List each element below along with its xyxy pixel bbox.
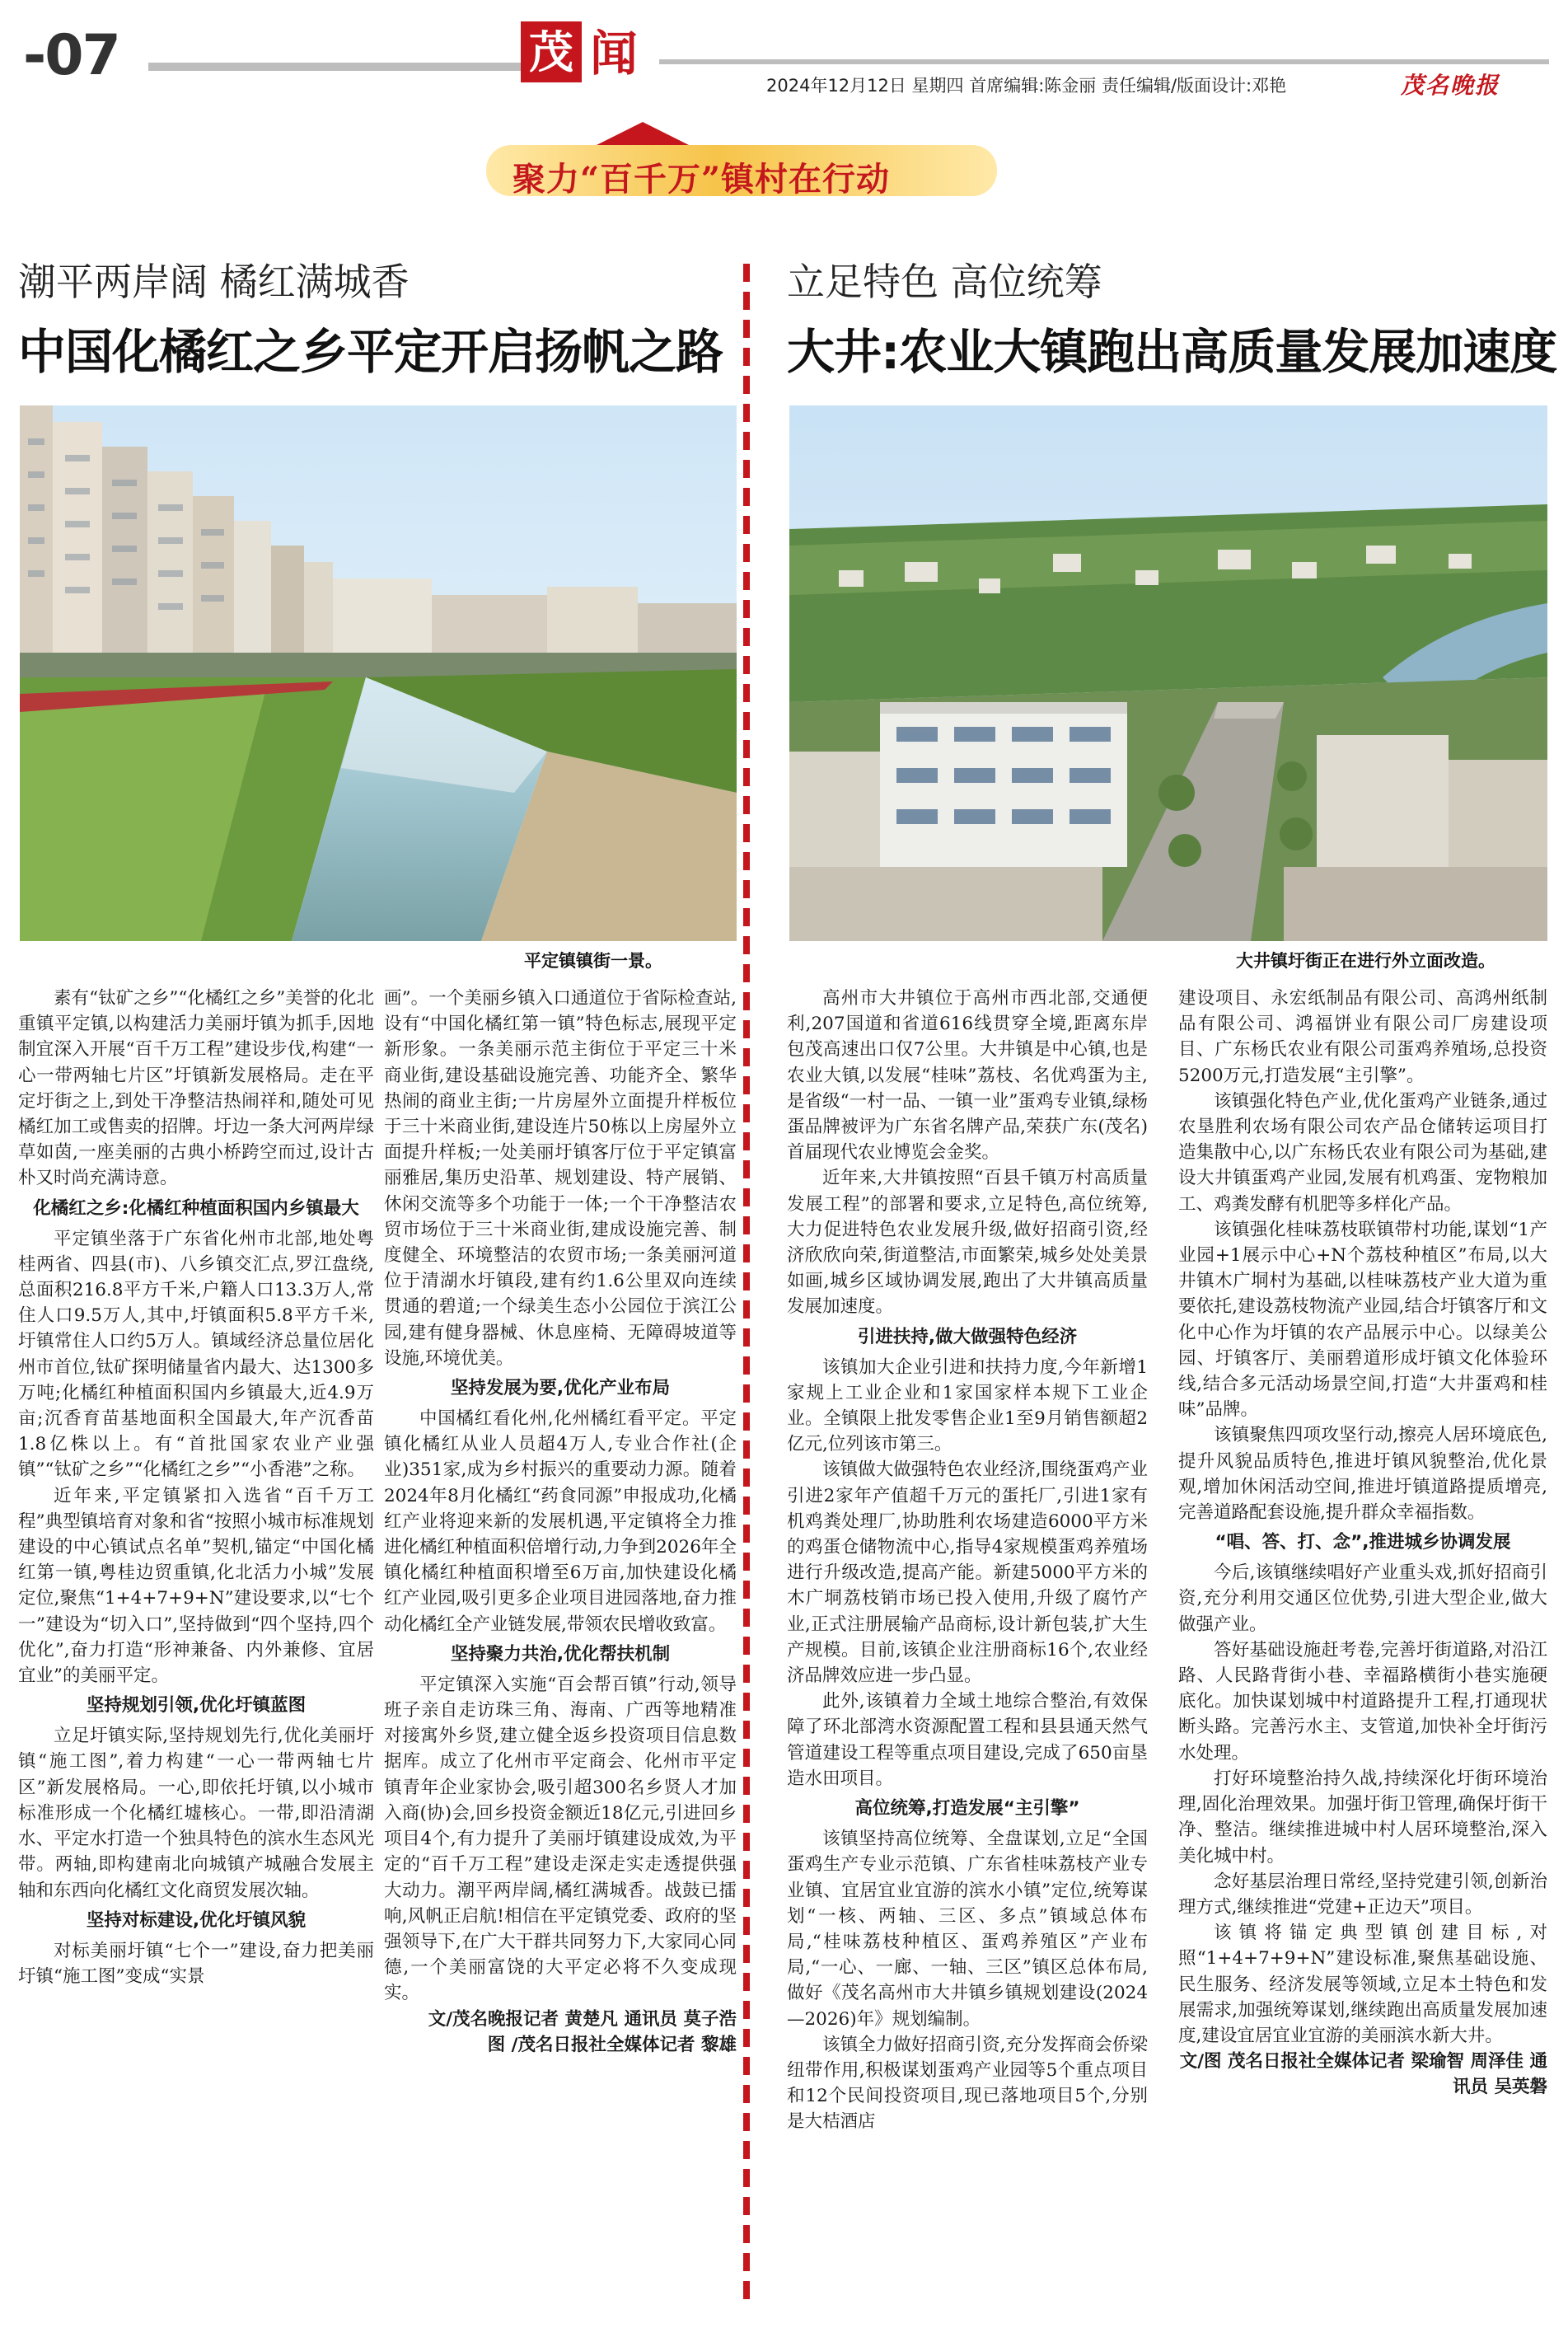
paragraph: 近年来,大井镇按照“百县千镇万村高质量发展工程”的部署和要求,立足特色,高位统筹,大力促进特色农业发展升级,做好招商引资,经济欣欣向荣,街道整洁,市面繁荣,城乡处处美景如画,城乡区域协调发展,跑出了大井镇高质量发展加速度。 <box>787 1168 1148 1318</box>
byline-photo: 图 /茂名日报社全媒体记者 黎雄 <box>487 2034 737 2055</box>
paragraph: 该镇坚持高位统筹、全盘谋划,立足“全国蛋鸡生产专业示范镇、广东省桂味荔枝产业专业镇、宜居宜业宜游的滨水小镇”定位,统筹谋划“一核、两轴、三区、多点”镇域总体布局,“桂味荔枝种植区、蛋鸡养殖区”产业布局,“一心、一廊、一轴、三区”镇区总体布局,做好《茂名高州市大井镇乡镇规划建设(2024—2026)年》规划编制。 <box>787 1829 1148 2030</box>
paragraph: 此外,该镇着力全域土地综合整治,有效保障了环北部湾水资源配置工程和县县通天然气管道建设工程等重点项目建设,完成了650亩垦造水田项目。 <box>787 1691 1148 1789</box>
section-heading: 高位统筹,打造发展“主引擎” <box>854 1798 1080 1820</box>
paragraph: 高州市大井镇位于高州市西北部,交通便利,207国道和省道616线贯穿全境,距离东岸包茂高速出口仅7公里。大井镇是中心镇,也是农业大镇,以发展“桂味”荔枝、名优鸡蛋为主,是省级“一村一品、一镇一业”蛋鸡专业镇,绿杨蛋品牌被评为广东省名牌产品,荣获广东(茂名)首届现代农业博览会金奖。 <box>787 988 1148 1164</box>
paragraph: 该镇将锚定典型镇创建目标,对照“1+4+7+9+N”建设标准,聚焦基础设施、民生服务、经济发展等领域,立足本土特色和发展需求,加强统筹谋划,继续跑出高质量发展加速度,建设宜居宜业宜游的美丽滨水新大井。 <box>1178 1923 1547 2046</box>
paragraph: 立足圩镇实际,坚持规划先行,优化美丽圩镇“施工图”,着力构建“一心一带两轴七片区”新发展格局。一心,即依托圩镇,以小城市标准形成一个化橘红墟核心。一带,即沿清湖水、平定水打造一个独具特色的滨水生态风光带。两轴,即构建南北向城镇产城融合发展主轴和东西向化橘红文化商贸发展次轴。 <box>18 1726 374 1901</box>
paragraph: 该镇强化特色产业,优化蛋鸡产业链条,通过农垦胜利农场有限公司农产品仓储转运项目打造集散中心,以广东杨氏农业有限公司为基础,建设大井镇蛋鸡产业园,发展有机鸡蛋、宠物粮加工、鸡粪发酵有机肥等多样化产品。 <box>1178 1090 1547 1215</box>
section-char-1: 茂 <box>521 21 582 82</box>
paragraph: 中国橘红看化州,化州橘红看平定。平定镇化橘红从业人员超4万人,专业合作社(企业)351家,成为乡村振兴的重要动力源。随着2024年8月化橘红“药食同源”申报成功,化橘红产业将迎来新的发展机遇,平定镇将全力推进化橘红种植面积倍增行动,力争到2026年全镇化橘红种植面积增至6万亩,加快建设化橘红产业园,吸引更多企业项目进园落地,奋力推动化橘红全产业链发展,带领农民增收致富。 <box>384 1408 737 1635</box>
section-heading: 化橘红之乡:化橘红种植面积国内乡镇最大 <box>33 1197 359 1219</box>
section-heading: 坚持对标建设,优化圩镇风貌 <box>86 1909 307 1931</box>
banner-roof-icon <box>593 122 692 147</box>
section-heading: 坚持聚力共治,优化帮扶机制 <box>450 1643 671 1665</box>
right-photo-caption: 大井镇圩街正在进行外立面改造。 <box>1236 951 1495 971</box>
paragraph: 该镇加大企业引进和扶持力度,今年新增1家规上工业企业和1家国家样本规下工业企业。全镇限上批发零售企业1至9月销售额超2亿元,位列该市第三。 <box>787 1356 1148 1455</box>
paragraph: 该镇做大做强特色农业经济,围绕蛋鸡产业引进2家年产值超千万元的蛋托厂,引进1家有机鸡粪处理厂,协助胜利农场建造6000平方米的鸡蛋仓储物流中心,指导4家规模蛋鸡养殖场进行升级改造,提高产能。新建5000平方米的木广垌荔枝销市场已投入使用,升级了腐竹产业,正式注册展输产品商标,设计新包装,扩大生产规模。目前,该镇企业注册商标16个,农业经济品牌效应进一步凸显。 <box>787 1459 1148 1687</box>
left-photo-caption: 平定镇镇街一景。 <box>524 951 662 971</box>
header-rule <box>148 63 523 71</box>
section-char-2: 闻 <box>590 26 639 82</box>
right-subtitle: 立足特色 高位统筹 <box>787 260 1102 304</box>
paragraph: 对标美丽圩镇“七个一”建设,奋力把美丽圩镇“施工图”变成“实景 <box>18 1940 374 1987</box>
campaign-banner <box>486 122 1063 219</box>
paragraph: 该镇强化桂味荔枝联镇带村功能,谋划“1产业园+1展示中心+N个荔枝种植区”布局,以大井镇木广垌村为基础,以桂味荔枝产业大道为重要依托,建设荔枝物流产业园,结合圩镇客厅和文化中心作为圩镇的农产品展示中心。以绿美公园、圩镇客厅、美丽碧道形成圩镇文化体验环线,结合多元活动场景空间,打造“大井蛋鸡和桂味”品牌。 <box>1178 1219 1547 1421</box>
paragraph: 答好基础设施赶考卷,完善圩街道路,对沿江路、人民路背街小巷、幸福路横街小巷实施硬底化。加快谋划城中村道路提升工程,打通现状断头路。完善污水主、支管道,加快补全圩街污水处理。 <box>1178 1639 1547 1764</box>
left-photo <box>20 405 737 941</box>
paragraph: 画”。一个美丽乡镇入口通道位于省际检查站,设有“中国化橘红第一镇”特色标志,展现平定新形象。一条美丽示范主街位于平定三十米商业街,建设基础设施完善、功能齐全、繁华热闹的商业主街;一片房屋外立面提升样板位于三十米商业街,建设连片50栋以上房屋外立面提升样板;一处美丽圩镇客厅位于平定镇富丽雅居,集历史沿革、规划建设、特产展销、休闲交流等多个功能于一体;一个干净整洁农贸市场位于三十米商业街,建成设施完善、制度健全、环境整洁的农贸市场;一条美丽河道位于清湖水圩镇段,建有约1.6公里双向连续贯通的碧道;一个绿美生态小公园位于滨江公园,建有健身器械、休息座椅、无障碍坡道等设施,环境优美。 <box>384 988 737 1369</box>
left-column-2 <box>384 986 737 2058</box>
left-title: 中国化橘红之乡平定开启扬帆之路 <box>18 324 723 380</box>
section-heading: “唱、答、打、念”,推进城乡协调发展 <box>1215 1532 1511 1553</box>
paragraph: 近年来,平定镇紧扣入选省“百千万工程”典型镇培育对象和省“按照小城市标准规划建设的中心镇试点名单”契机,锚定“中国化橘红第一镇,粤桂边贸重镇,化北活力小城”发展定位,聚焦“1+4+7+9+N”建设要求,以“七个一”建设为“切入口”,坚持做到“四个坚持,四个优化”,奋力打造“形神兼备、内外兼修、宜居宜业”的美丽平定。 <box>18 1485 374 1687</box>
paragraph: 平定镇深入实施“百会帮百镇”行动,领导班子亲自走访珠三角、海南、广西等地精准对接寓外乡贤,建立健全返乡投资项目信息数据库。成立了化州市平定商会、化州市平定镇青年企业家协会,吸引超300名乡贤人才加入商(协)会,回乡投资金额近18亿元,引进回乡项目4个,有力提升了美丽圩镇建设成效,为平定的“百千万工程”建设走深走实走透提供强大动力。潮平两岸阔,橘红满城香。战鼓已擂响,风帆正启航!相信在平定镇党委、政府的坚强领导下,在广大干群共同努力下,大家同心同德,一个美丽富饶的大平定必将不久变成现实。 <box>384 1674 737 2004</box>
right-column-1 <box>787 986 1148 2135</box>
paragraph: 该镇全力做好招商引资,充分发挥商会侨梁纽带作用,积极谋划蛋鸡产业园等5个重点项目和12个民间投资项目,现已落地项目5个,分别是大桔酒店 <box>787 2034 1148 2133</box>
page-number: -07 <box>23 23 119 88</box>
right-title: 大井:农业大镇跑出高质量发展加速度 <box>787 324 1557 380</box>
paragraph: 今后,该镇继续唱好产业重头戏,抓好招商引资,充分利用交通区位优势,引进大型企业,做大做强产业。 <box>1178 1562 1547 1635</box>
left-column-1 <box>18 986 374 1989</box>
section-heading: 坚持发展为要,优化产业布局 <box>450 1378 671 1399</box>
byline: 文/图 茂名日报社全媒体记者 梁瑜智 周泽佳 通讯员 吴英磐 <box>1179 2051 1547 2098</box>
paragraph: 该镇聚焦四项攻坚行动,擦亮人居环境底色,提升风貌品质特色,推进圩镇风貌整治,优化景观,增加休闲活动空间,推进圩镇道路提质增亮,完善道路配套设施,提升群众幸福指数。 <box>1178 1425 1547 1524</box>
header-rule-right <box>659 59 1549 64</box>
section-heading: 坚持规划引领,优化圩镇蓝图 <box>86 1695 307 1717</box>
right-column-2 <box>1178 986 1547 2101</box>
paragraph: 平定镇坐落于广东省化州市北部,地处粤桂两省、四县(市)、八乡镇交汇点,罗江盘绕,总面积216.8平方千米,户籍人口13.3万人,常住人口9.5万人,其中,圩镇面积5.8平方千米,圩镇常住人口约5万人。镇域经济总量位居化州市首位,钛矿探明储量省内最大、达1300多万吨;化橘红种植面积国内乡镇最大,近4.9万亩;沉香育苗基地面积全国最大,年产沉香苗1.8亿株以上。有“首批国家农业产业强镇”“钛矿之乡”“化橘红之乡”“小香港”之称。 <box>18 1228 374 1481</box>
column-divider <box>743 264 750 2307</box>
paragraph: 念好基层治理日常经,坚持党建引领,创新治理方式,继续推进“党建+正边天”项目。 <box>1178 1871 1547 1918</box>
paragraph: 素有“钛矿之乡”“化橘红之乡”美誉的化北重镇平定镇,以构建活力美丽圩镇为抓手,因地制宜深入开展“百千万工程”建设步伐,构建“一心一带两轴七片区”圩镇新发展格局。走在平定圩街之上,到处干净整洁热闹祥和,随处可见橘红加工或售卖的招牌。圩边一条大河两岸绿草如茵,一座美丽的古典小桥跨空而过,设计古朴又时尚充满诗意。 <box>18 988 374 1189</box>
byline: 文/茂名晚报记者 黄楚凡 通讯员 莫子浩 <box>428 2008 737 2030</box>
paragraph: 建设项目、永宏纸制品有限公司、高鸿州纸制品有限公司、鸿福饼业有限公司厂房建设项目、广东杨氏农业有限公司蛋鸡养殖场,总投资5200万元,打造发展“主引擎”。 <box>1178 988 1547 1086</box>
newspaper-logo: 茂名晚报 <box>1401 72 1500 99</box>
dateline: 2024年12月12日 星期四 首席编辑:陈金丽 责任编辑/版面设计:邓艳 <box>766 76 1287 96</box>
banner-text: 聚力“百千万”镇村在行动 <box>513 160 891 199</box>
section-mark <box>521 21 653 87</box>
right-photo <box>789 405 1547 941</box>
section-heading: 引进扶持,做大做强特色经济 <box>857 1326 1078 1347</box>
left-subtitle: 潮平两岸阔 橘红满城香 <box>18 260 410 304</box>
paragraph: 打好环境整治持久战,持续深化圩街环境治理,固化治理效果。加强圩街卫管理,确保圩街干净、整洁。继续推进城中村人居环境整治,深入美化城中村。 <box>1178 1768 1547 1867</box>
